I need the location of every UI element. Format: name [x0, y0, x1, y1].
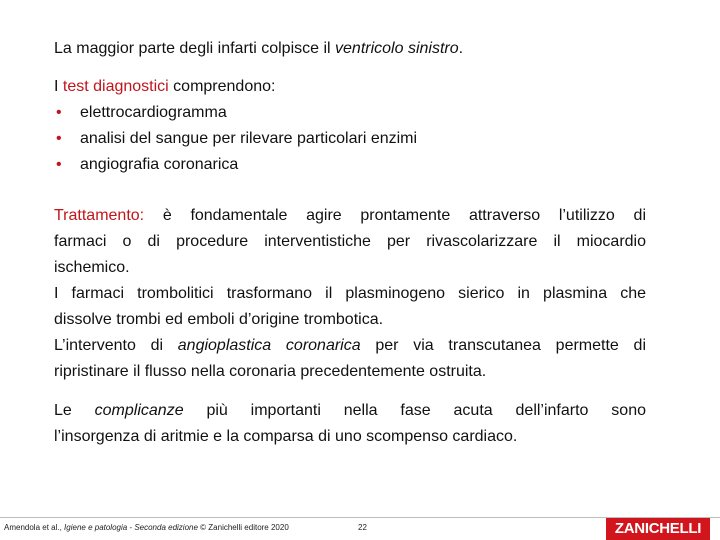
footer-authors: Amendola et al.,: [4, 523, 65, 532]
treatment-label: Trattamento:: [54, 207, 145, 224]
tests-highlight: test diagnostici: [62, 78, 169, 95]
treatment-line: farmaci o di procedure interventistiche per rivascolarizzare il miocardio: [54, 233, 646, 250]
treatment-text: è fondamentale agire prontamente attraverso l’utilizzo di: [144, 207, 646, 224]
list-item: [54, 100, 654, 126]
list-item-text: analisi del sangue per rilevare particolari enzimi: [80, 130, 418, 147]
complications-text: più importanti nella fase acuta dell’infarto sono: [183, 402, 646, 419]
complications-line: [54, 398, 646, 424]
tests-list: [54, 100, 654, 178]
tests-suffix: comprendono:: [168, 78, 276, 95]
footer-publisher: © Zanichelli editore 2020: [197, 523, 289, 532]
complications-emphasis: complicanze: [94, 402, 184, 419]
treatment-line: I farmaci trombolitici trasformano il plasminogeno sierico in plasmina che: [54, 285, 646, 302]
treatment-text: per via transcutanea permette di: [360, 337, 647, 354]
treatment-line: [54, 203, 646, 229]
treatment-emphasis: angioplastica coronarica: [177, 337, 361, 354]
treatment-line: ripristinare il flusso nella coronaria precedentemente ostruita.: [54, 363, 487, 380]
footer-citation: [4, 523, 289, 532]
list-item-text: angiografia coronarica: [80, 156, 239, 173]
treatment-line: ischemico.: [54, 259, 130, 276]
intro-emphasis: ventricolo sinistro: [335, 40, 459, 57]
publisher-logo: ZANICHELLI: [606, 518, 710, 540]
bullet-icon: •: [56, 104, 62, 121]
bullet-icon: •: [56, 156, 62, 173]
treatment-line: dissolve trombi ed emboli d’origine trombotica.: [54, 311, 384, 328]
intro-end: .: [458, 40, 464, 57]
tests-heading: [54, 74, 646, 100]
page-number: 22: [358, 523, 367, 532]
complications-text: Le: [54, 402, 95, 419]
intro-text: La maggior parte degli infarti colpisce il: [54, 40, 336, 57]
treatment-text: L’intervento di: [54, 337, 178, 354]
list-item: [54, 152, 654, 178]
complications-line: l’insorgenza di aritmie e la comparsa di uno scompenso cardiaco.: [54, 428, 518, 445]
treatment-line: [54, 333, 646, 359]
intro-paragraph: [54, 36, 646, 62]
bullet-icon: •: [56, 130, 62, 147]
footer-book-title: Igiene e patologia - Seconda edizione: [64, 523, 198, 532]
list-item-text: elettrocardiogramma: [80, 104, 227, 121]
tests-prefix: I: [54, 78, 63, 95]
list-item: [54, 126, 654, 152]
